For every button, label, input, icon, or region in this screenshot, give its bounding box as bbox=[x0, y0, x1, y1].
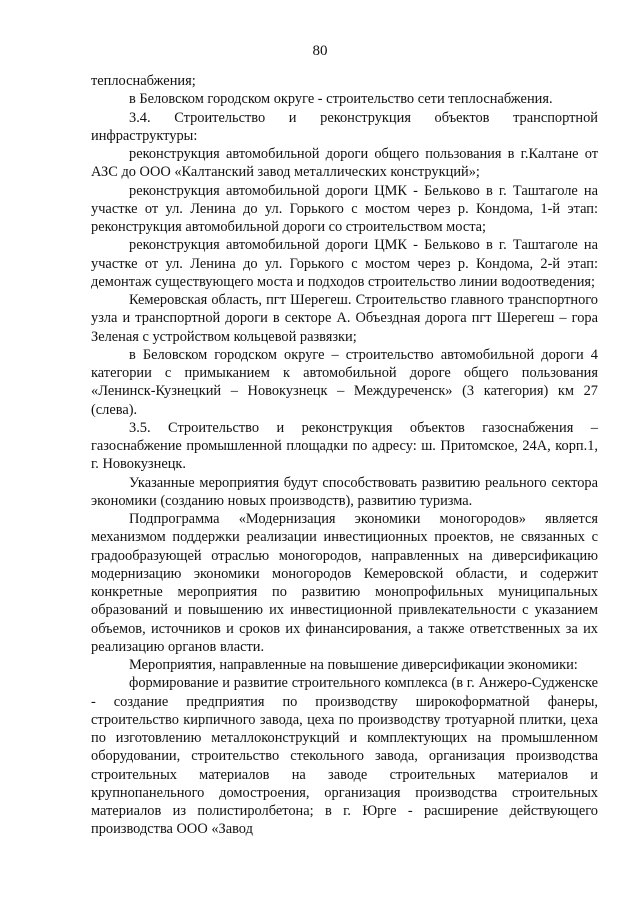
paragraph-3: 3.4. Строительство и реконструкция объектов транспортной инфраструктуры: bbox=[91, 109, 598, 144]
page-number: 80 bbox=[312, 43, 328, 59]
paragraph-9: 3.5. Строительство и реконструкция объектов газоснабжения – газоснабжение промышленной площадки по адресу: ш. Притомское, 24А, корп.1, г. Новокузнецк. bbox=[91, 419, 598, 473]
paragraph-1: теплоснабжения; bbox=[91, 73, 196, 89]
paragraph-12: Мероприятия, направленные на повышение диверсификации экономики: bbox=[129, 657, 578, 673]
paragraph-13: формирование и развитие строительного комплекса (в г. Анжеро-Судженске - создание предприятия по производству широкоформатной фанеры, строительство кирпичного завода, цеха по производству тротуарной плитки, цеха по изготовлению металлоконструкций и комплектующих на промышленном оборудовании, строительство стекольного завода, организация производства строительных материалов на заводе строительных материалов и крупнопанельного домостроения, организация производства строительных материалов из полистиролбетона; в г. Юрге - расширение действующего производства ООО «Завод bbox=[91, 675, 598, 838]
paragraph-11: Подпрограмма «Модернизация экономики моногородов» является механизмом поддержки реализации инвестиционных проектов, не связанных с градообразующей отраслью моногородов, направленных на диверсификацию модернизацию экономики моногородов Кемеровской области, и содержит конкретные мероприятия по развитию монопрофильных муниципальных образований и повышению их инвестиционной привлекательности с указанием объемов, источников и сроков их финансирования, а также ответственных за их реализацию органов власти. bbox=[91, 511, 598, 655]
paragraph-5: реконструкция автомобильной дороги ЦМК - Бельково в г. Таштаголе на участке от ул. Ленина до ул. Горького с мостом через р. Кондома, 1-й этап: реконструкция автомобильной дороги со строительством моста; bbox=[91, 182, 598, 235]
body-text bbox=[91, 72, 598, 839]
paragraph-6: реконструкция автомобильной дороги ЦМК - Бельково в г. Таштаголе на участке от ул. Ленина до ул. Горького с мостом через р. Кондома, 2-й этап: демонтаж существующего моста и подходов строительство линии водоотведения; bbox=[91, 237, 598, 290]
paragraph-4: реконструкция автомобильной дороги общего пользования в г.Калтане от АЗС до ООО «Калтанский завод металлических конструкций»; bbox=[91, 146, 598, 181]
paragraph-10: Указанные мероприятия будут способствовать развитию реального сектора экономики (созданию новых производств), развитию туризма. bbox=[91, 474, 598, 509]
paragraph-7: Кемеровская область, пгт Шерегеш. Строительство главного транспортного узла и транспортной дороги в секторе А. Объездная дорога пгт Шерегеш – гора Зеленая с устройством кольцевой развязки; bbox=[91, 292, 598, 345]
paragraph-2: в Беловском городском округе - строительство сети теплоснабжения. bbox=[129, 91, 553, 108]
paragraph-8: в Беловском городском округе – строительство автомобильной дороги 4 категории с примыканием к автомобильной дороге общего пользования «Ленинск-Кузнецкий – Новокузнецк – Междуреченск» (3 категория) км 27 (слева). bbox=[91, 346, 598, 418]
